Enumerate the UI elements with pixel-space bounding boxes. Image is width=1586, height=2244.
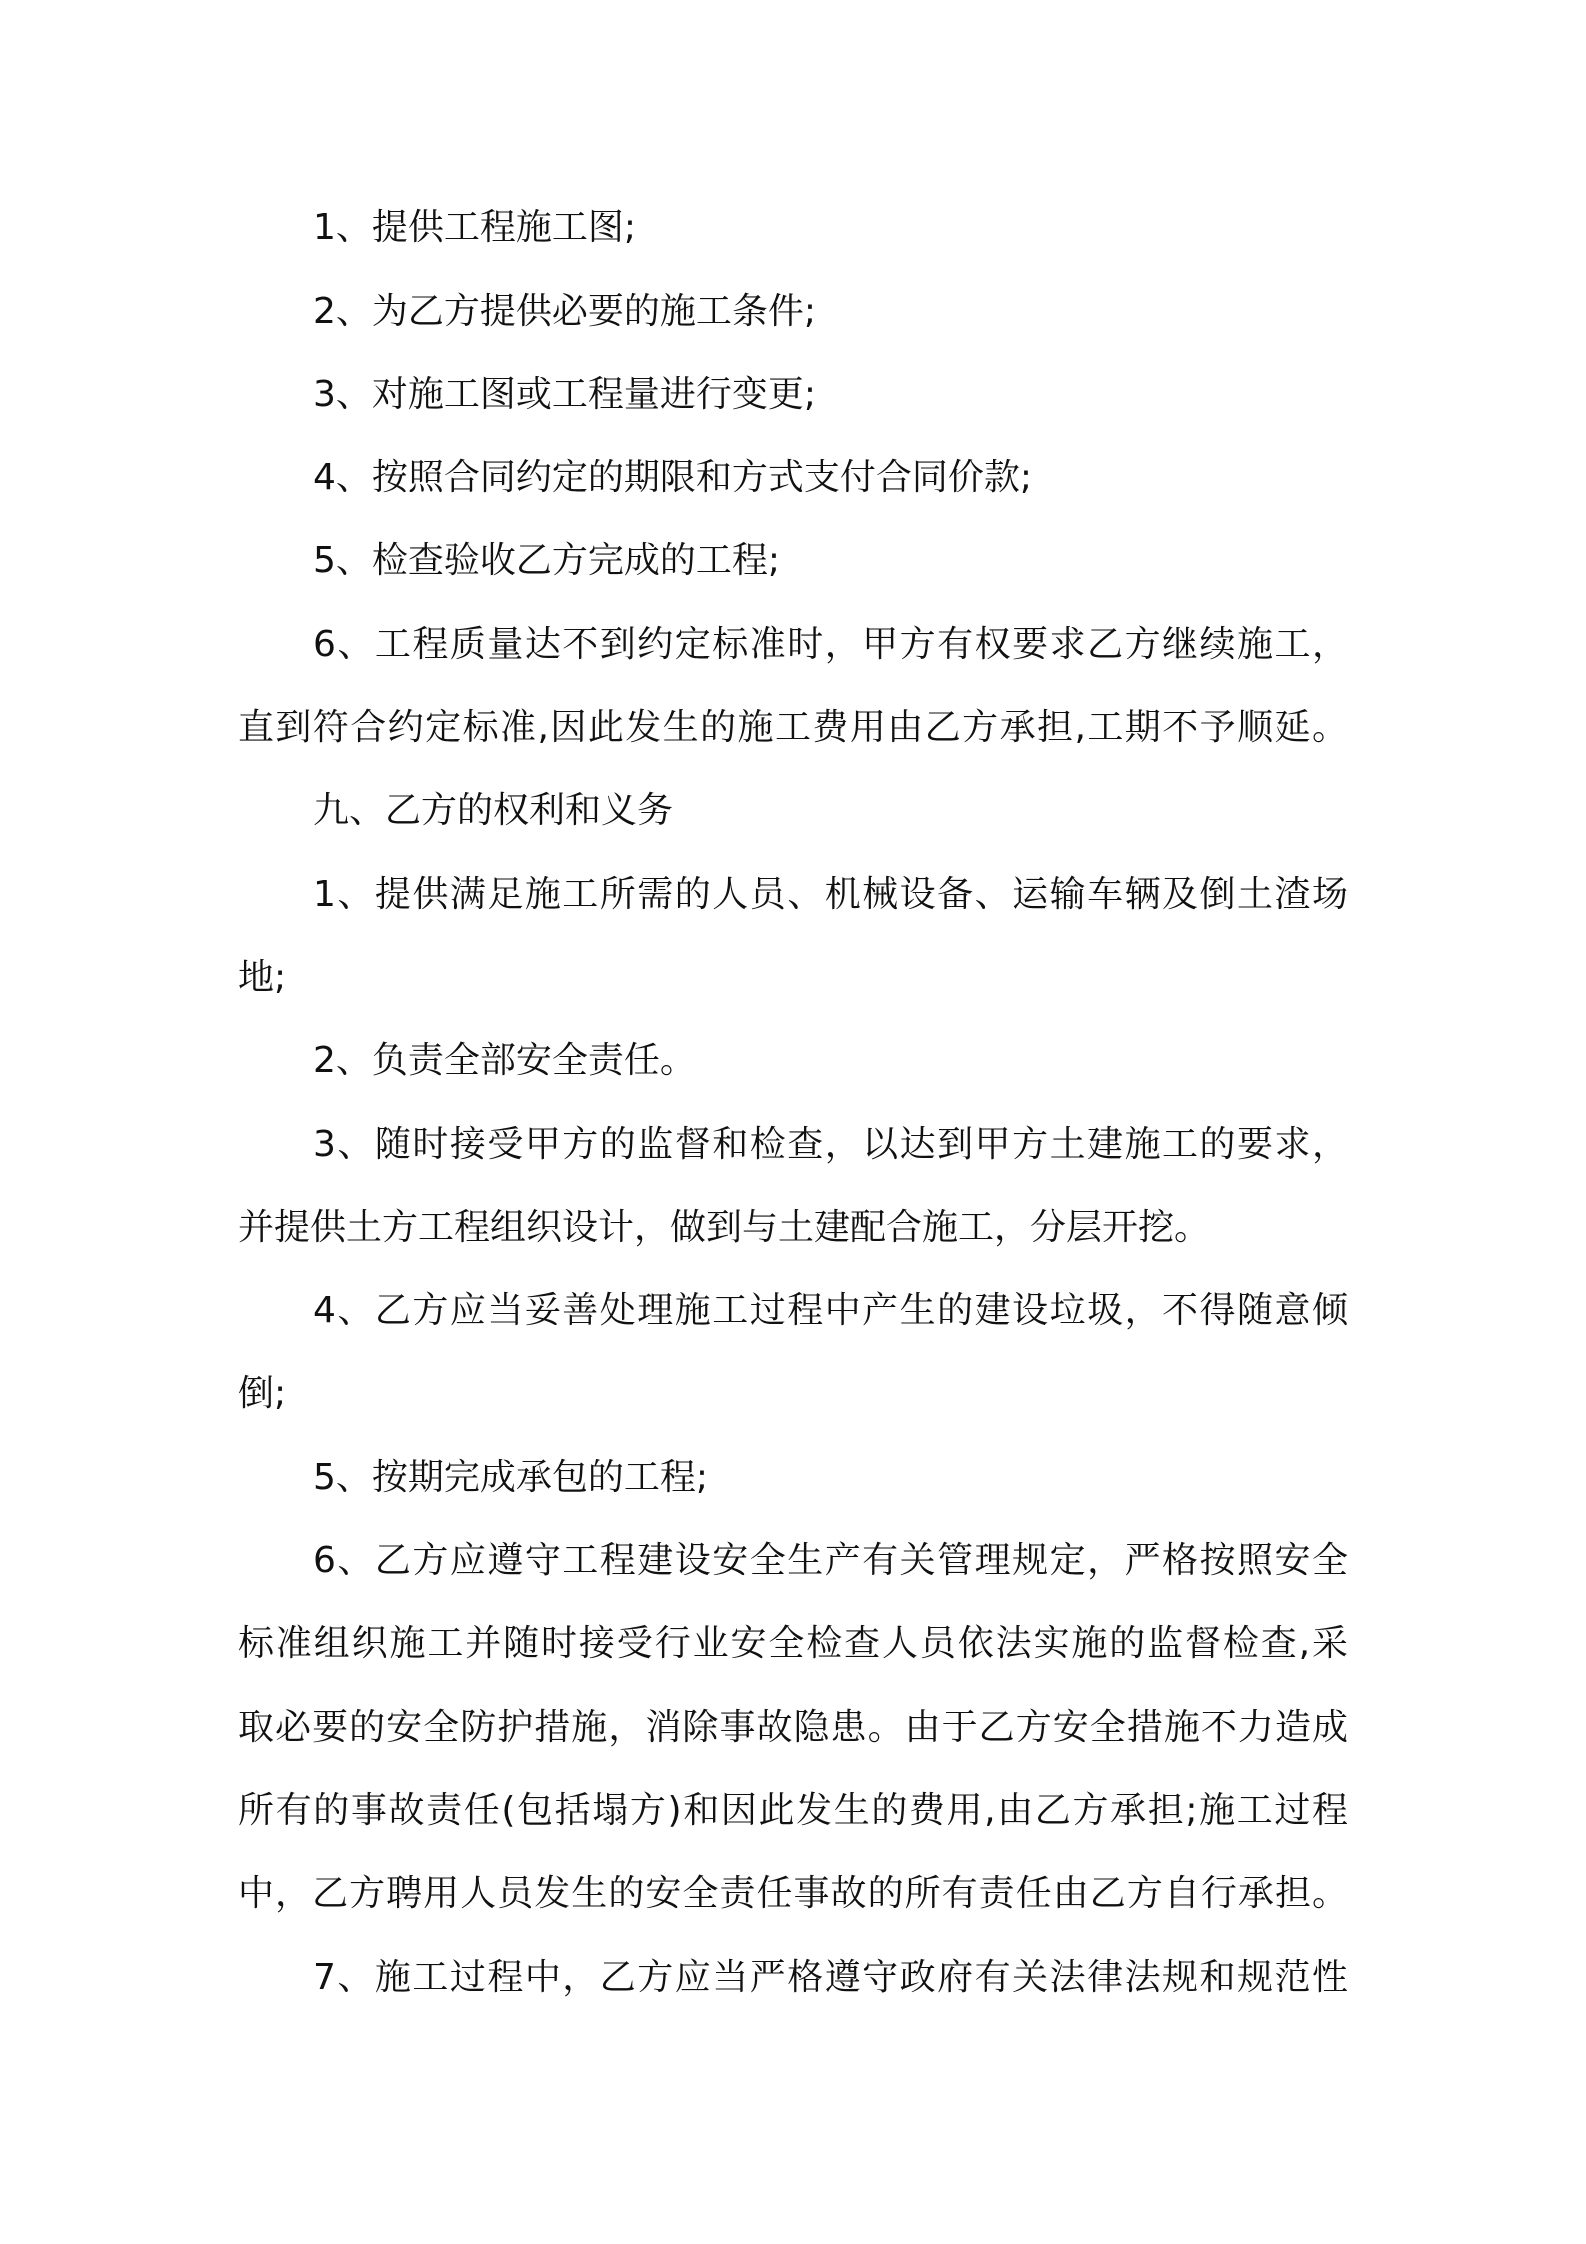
section-heading: 九、乙方的权利和义务 bbox=[313, 790, 674, 831]
text-line: 所有的事故责任(包括塌方)和因此发生的费用,由乙方承担;施工过程 bbox=[238, 1790, 1348, 1831]
text-line: 地; bbox=[238, 957, 287, 998]
text-line: 2、负责全部安全责任。 bbox=[313, 1040, 696, 1081]
text-line: 取必要的安全防护措施，消除事故隐患。由于乙方安全措施不力造成 bbox=[238, 1707, 1348, 1748]
text-line: 6、乙方应遵守工程建设安全生产有关管理规定，严格按照安全 bbox=[313, 1540, 1348, 1581]
text-line: 4、按照合同约定的期限和方式支付合同价款; bbox=[313, 457, 1033, 498]
text-line: 中，乙方聘用人员发生的安全责任事故的所有责任由乙方自行承担。 bbox=[238, 1873, 1348, 1914]
text-line: 直到符合约定标准,因此发生的施工费用由乙方承担,工期不予顺延。 bbox=[238, 707, 1348, 748]
text-line: 2、为乙方提供必要的施工条件; bbox=[313, 291, 817, 332]
text-line: 5、检查验收乙方完成的工程; bbox=[313, 540, 781, 581]
text-line: 3、随时接受甲方的监督和检查，以达到甲方土建施工的要求， bbox=[313, 1124, 1348, 1165]
text-line: 6、工程质量达不到约定标准时，甲方有权要求乙方继续施工， bbox=[313, 624, 1348, 665]
text-line: 1、提供满足施工所需的人员、机械设备、运输车辆及倒土渣场 bbox=[313, 874, 1348, 915]
text-line: 5、按期完成承包的工程; bbox=[313, 1457, 709, 1498]
text-line: 标准组织施工并随时接受行业安全检查人员依法实施的监督检查,采 bbox=[238, 1623, 1348, 1664]
text-line: 倒; bbox=[238, 1373, 287, 1414]
text-line: 7、施工过程中，乙方应当严格遵守政府有关法律法规和规范性 bbox=[313, 1957, 1348, 1998]
text-line: 4、乙方应当妥善处理施工过程中产生的建设垃圾，不得随意倾 bbox=[313, 1290, 1348, 1331]
text-line: 3、对施工图或工程量进行变更; bbox=[313, 374, 817, 415]
text-line: 1、提供工程施工图; bbox=[313, 207, 637, 248]
text-line: 并提供土方工程组织设计，做到与土建配合施工，分层开挖。 bbox=[238, 1207, 1211, 1248]
